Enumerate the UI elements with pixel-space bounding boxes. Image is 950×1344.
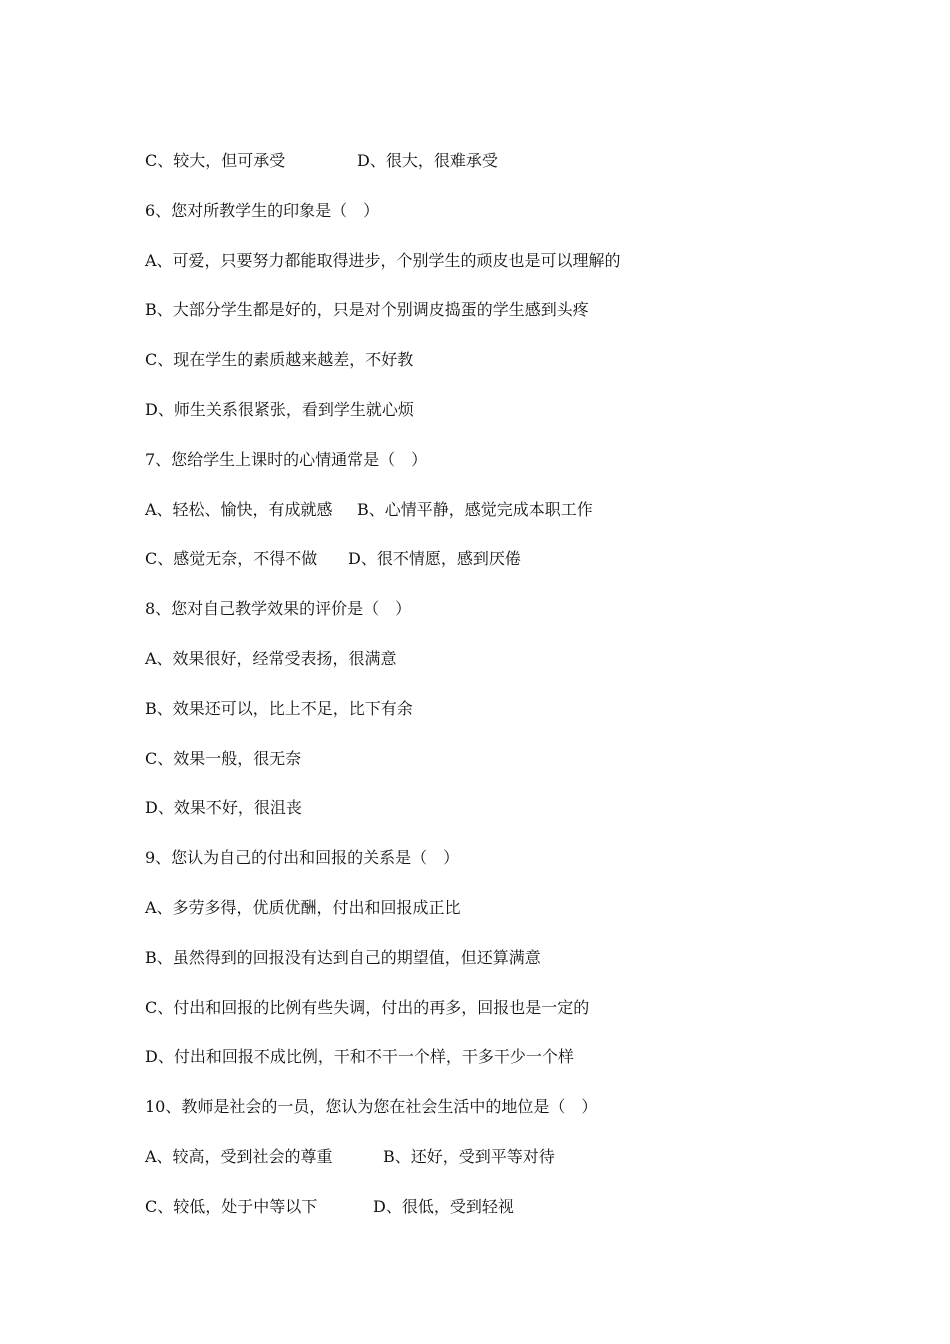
- option-row: [145, 546, 845, 596]
- option-text: C、较大，但可承受: [145, 151, 286, 170]
- option-text: B、还好，受到平等对待: [383, 1146, 555, 1166]
- option-row: [145, 148, 845, 198]
- option-text: D、效果不好，很沮丧: [145, 798, 302, 818]
- question-text: 6、您对所教学生的印象是（ ）: [145, 200, 380, 220]
- option-text: A、多劳多得，优质优酬，付出和回报成正比: [145, 897, 461, 917]
- option-text: B、大部分学生都是好的，只是对个别调皮捣蛋的学生感到头疼: [145, 300, 589, 320]
- option-row: [145, 1144, 845, 1194]
- option-text: A、轻松、愉快，有成就感: [145, 499, 333, 519]
- question-text: 10、教师是社会的一员，您认为您在社会生活中的地位是（ ）: [145, 1097, 598, 1117]
- option-text: D、师生关系很紧张，看到学生就心烦: [145, 399, 414, 419]
- option-row: [145, 1194, 845, 1244]
- questionnaire-content: [145, 148, 845, 1244]
- option-text: D、很大，很难承受: [357, 151, 498, 170]
- option-text: A、效果很好，经常受表扬，很满意: [145, 648, 397, 668]
- question-text: 9、您认为自己的付出和回报的关系是（ ）: [145, 848, 460, 868]
- option-text: D、很不情愿，感到厌倦: [348, 549, 521, 569]
- option-row: [145, 497, 845, 547]
- option-text: C、付出和回报的比例有些失调，付出的再多，回报也是一定的: [145, 997, 590, 1017]
- option-text: A、较高，受到社会的尊重: [145, 1146, 333, 1166]
- option-text: C、较低，处于中等以下: [145, 1196, 318, 1216]
- option-text: D、付出和回报不成比例，干和不干一个样，干多干少一个样: [145, 1047, 574, 1067]
- option-text: B、心情平静，感觉完成本职工作: [357, 499, 593, 519]
- option-text: D、很低，受到轻视: [373, 1196, 514, 1216]
- question-text: 7、您给学生上课时的心情通常是（ ）: [145, 449, 428, 469]
- option-text: B、虽然得到的回报没有达到自己的期望值，但还算满意: [145, 947, 541, 967]
- option-text: B、效果还可以，比上不足，比下有余: [145, 698, 413, 718]
- option-text: C、现在学生的素质越来越差，不好教: [145, 350, 414, 370]
- option-text: C、感觉无奈，不得不做: [145, 549, 318, 569]
- option-text: A、可爱，只要努力都能取得进步，个别学生的顽皮也是可以理解的: [145, 250, 621, 270]
- option-text: C、效果一般，很无奈: [145, 748, 302, 768]
- question-text: 8、您对自己教学效果的评价是（ ）: [145, 599, 412, 619]
